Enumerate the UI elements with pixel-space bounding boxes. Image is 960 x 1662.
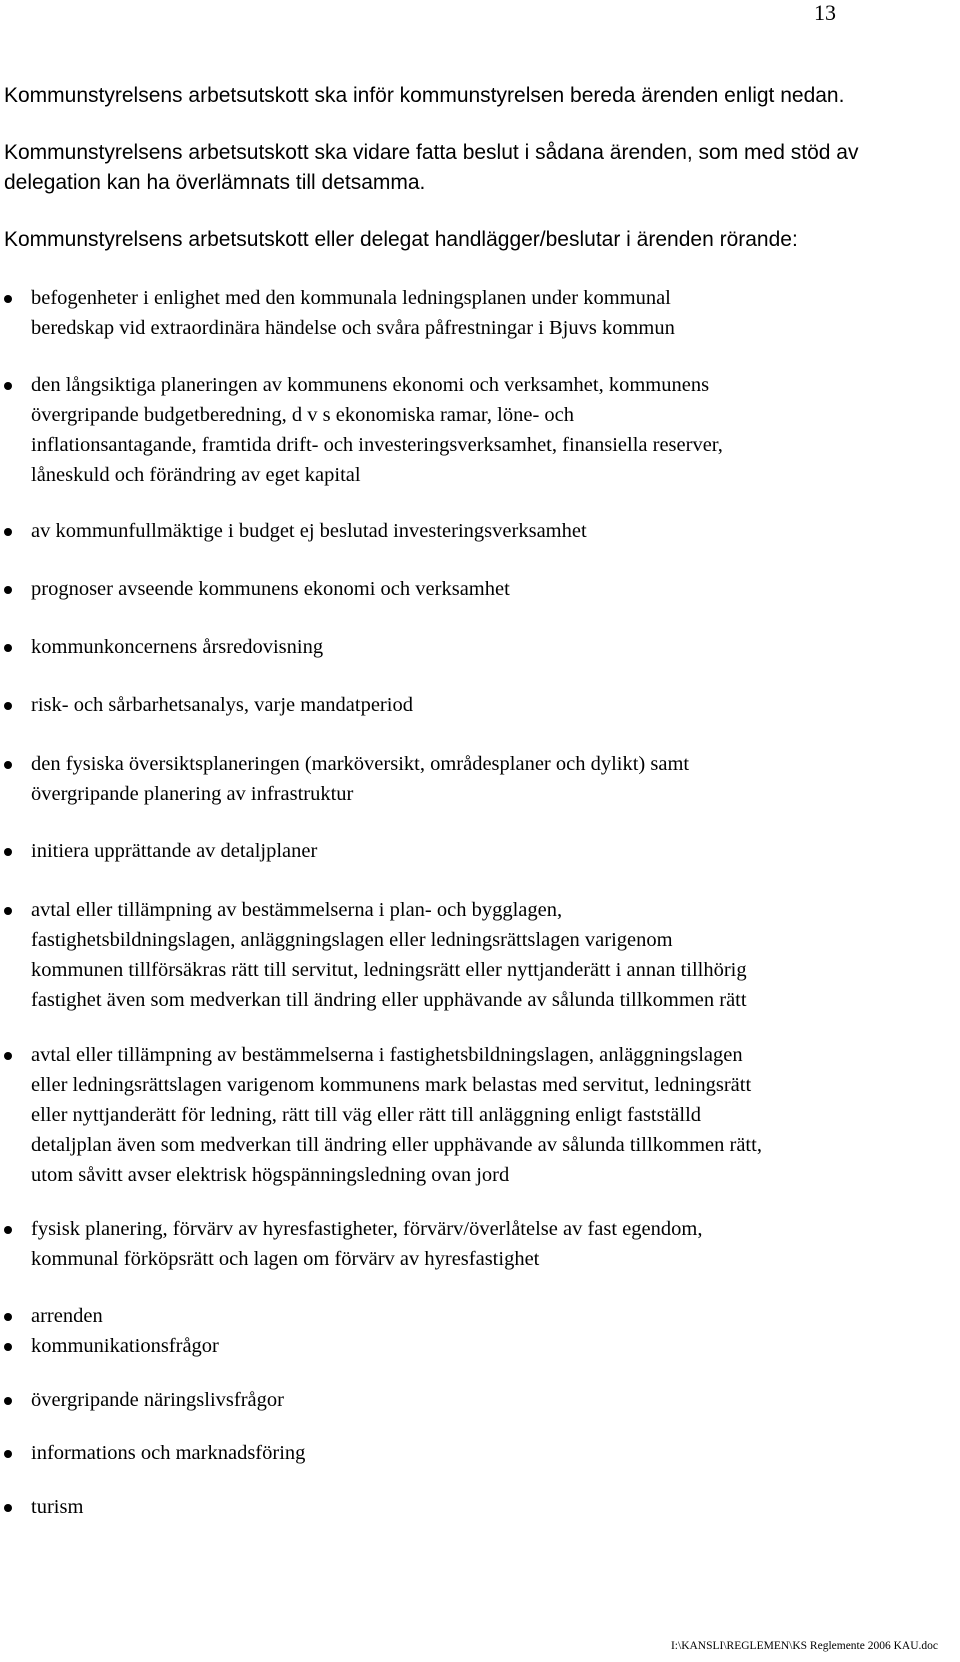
list-item-text: befogenheter i enlighet med den kommunala ledningsplanen under kommunal beredskap vid extraordinära händelse och svåra påfrestningar i Bjuvs kommun [31,287,675,339]
list-item-text: av kommunfullmäktige i budget ej beslutad investeringsverksamhet [31,520,587,542]
list-item-text: risk- och sårbarhetsanalys, varje mandatperiod [31,694,413,716]
list-item-text: den långsiktiga planeringen av kommunens ekonomi och verksamhet, kommunens övergripande budgetberedning, d v s ekonomiska ramar, löne- och inflationsantagande, framtida drift- och investeringsverksamhet, finansiella reserver, låneskuld och förändring av eget kapital [31,374,723,486]
bullet-icon [4,1226,12,1234]
list-item-text: avtal eller tillämpning av bestämmelserna i plan- och bygglagen, fastighetsbildningslagen, anläggningslagen eller ledningsrättslagen varigenom kommunen tillförsäkras rätt till servitut, ledningsrätt eller nyttjanderätt i annan tillhörig fastighet även som medverkan till ändring eller upphävande av sålunda tillkommen rätt [31,899,747,1011]
list-item-text: informations och marknadsföring [31,1442,306,1464]
bullet-icon [4,907,12,915]
list-item-text: prognoser avseende kommunens ekonomi och verksamhet [31,578,510,600]
list-item-text: övergripande näringslivsfrågor [31,1389,284,1411]
list-item-text: turism [31,1496,84,1518]
bullet-icon [4,382,12,390]
list-item-text: initiera upprättande av detaljplaner [31,840,318,862]
bullet-icon [4,1052,12,1060]
bullet-icon [4,1450,12,1458]
bullet-icon [4,848,12,856]
intro-paragraph: Kommunstyrelsens arbetsutskott ska inför kommunstyrelsen bereda ärenden enligt nedan. [4,84,845,107]
bullet-icon [4,1313,12,1321]
bullet-icon [4,1504,12,1512]
page-number: 13 [814,0,836,25]
list-item-text: kommunikationsfrågor [31,1335,219,1357]
scope-paragraph: Kommunstyrelsens arbetsutskott eller delegat handlägger/beslutar i ärenden rörande: [4,228,798,251]
list-item-text: avtal eller tillämpning av bestämmelserna i fastighetsbildningslagen, anläggningslagen eller ledningsrättslagen varigenom kommunens mark belastas med servitut, ledningsrätt eller nyttjanderätt för ledning, rätt till väg eller rätt till anläggning enligt fastställd detaljplan även som medverkan till ändring eller upphävande av sålunda tillkommen rätt, utom såvitt avser elektrisk högspänningsledning ovan jord [31,1044,762,1186]
delegation-paragraph: Kommunstyrelsens arbetsutskott ska vidare fatta beslut i sådana ärenden, som med stöd av delegation kan ha överlämnats till detsamma. [4,141,859,194]
bullet-icon [4,586,12,594]
bullet-icon [4,295,12,303]
list-item-text: arrenden [31,1305,103,1327]
list-item-text: fysisk planering, förvärv av hyresfastigheter, förvärv/överlåtelse av fast egendom, kommunal förköpsrätt och lagen om förvärv av hyresfastighet [31,1218,703,1270]
bullet-icon [4,1343,12,1351]
bullet-icon [4,528,12,536]
list-item-text: kommunkoncernens årsredovisning [31,636,324,658]
bullet-icon [4,702,12,710]
list-item-text: den fysiska översiktsplaneringen (marköversikt, områdesplaner och dylikt) samt övergripande planering av infrastruktur [31,753,690,805]
file-path-footer: I:\KANSLI\REGLEMEN\KS Reglemente 2006 KAU.doc [670,1640,938,1652]
bullet-icon [4,761,12,769]
bullet-icon [4,1397,12,1405]
bullet-icon [4,644,12,652]
